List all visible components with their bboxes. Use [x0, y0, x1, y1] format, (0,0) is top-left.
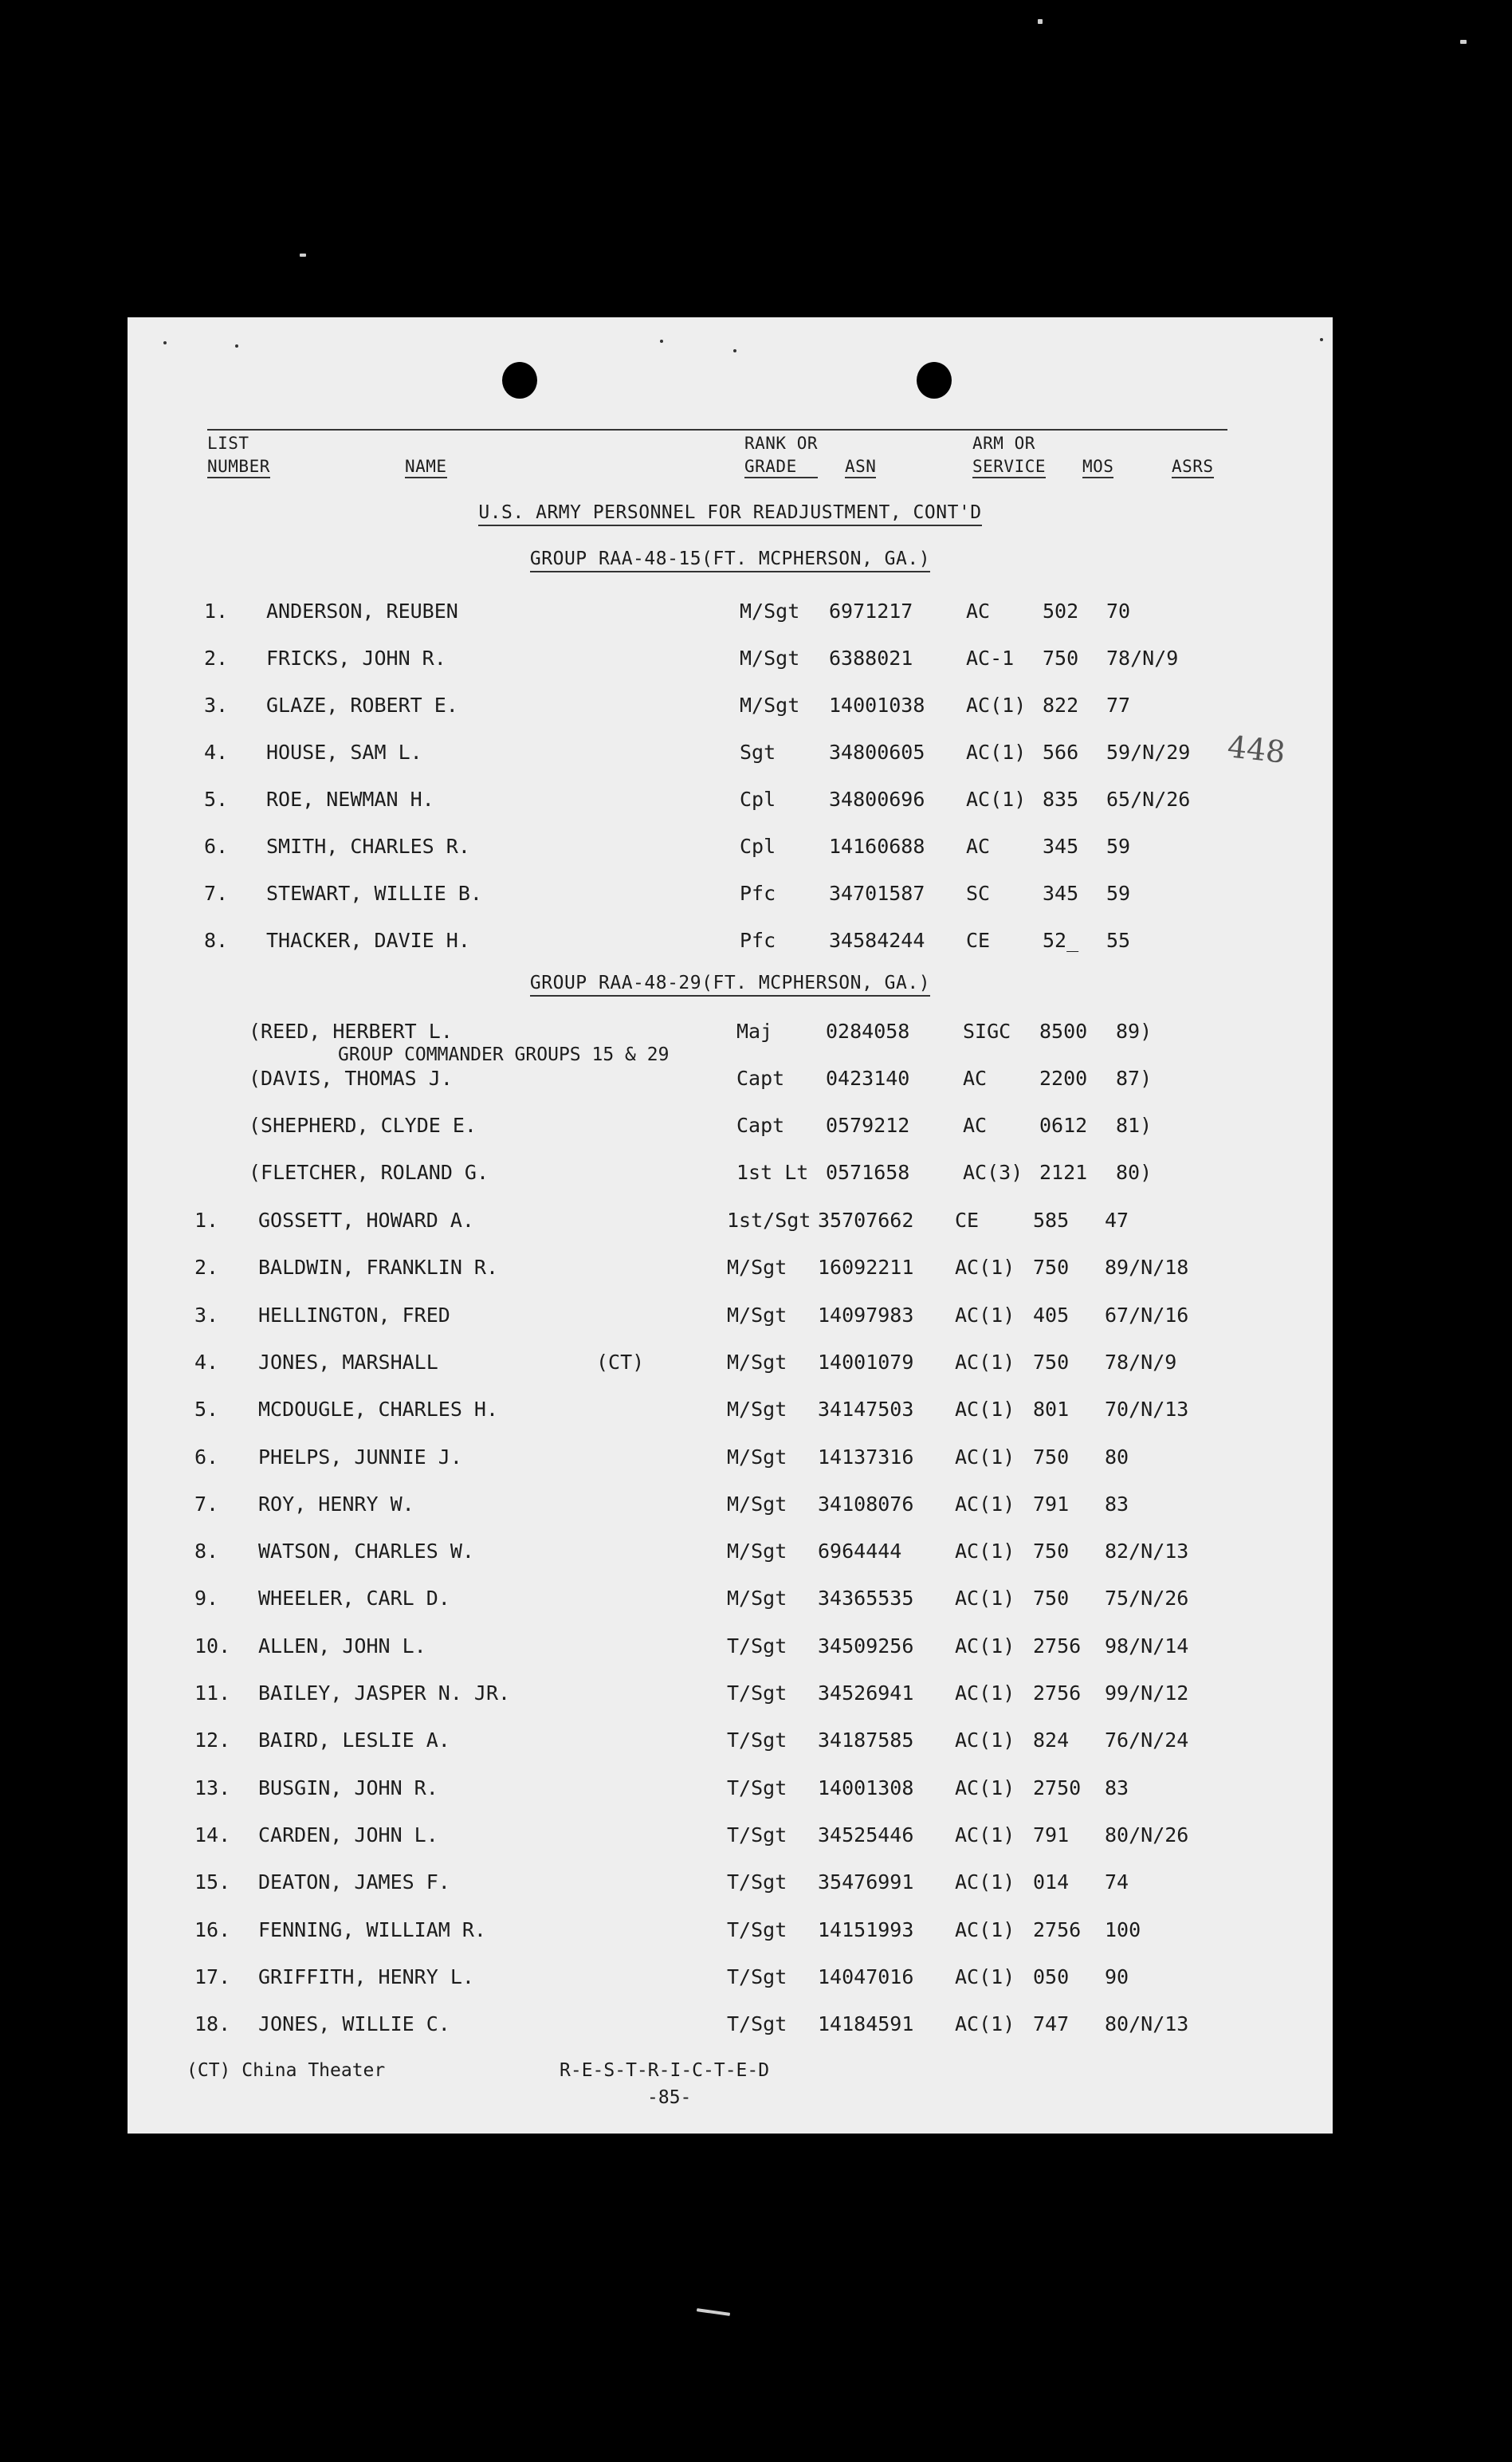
document-page: [128, 317, 1333, 2134]
person-name: BAIRD, LESLIE A.: [258, 1729, 450, 1752]
person-name: (SHEPHERD, CLYDE E.: [249, 1114, 477, 1137]
asn: 34108076: [818, 1492, 914, 1516]
paper-mark: [163, 341, 167, 344]
arm-service: CE: [966, 929, 991, 952]
punch-hole-right: [917, 362, 952, 399]
arm-service: AC: [963, 1067, 988, 1090]
footer-page-number: -85-: [647, 2087, 692, 2108]
asrs: 83: [1105, 1776, 1129, 1799]
asn: 34187585: [818, 1729, 914, 1752]
mos: 824: [1033, 1729, 1070, 1752]
officer-row: [128, 1067, 1333, 1095]
asn: 35707662: [818, 1209, 914, 1232]
asn: 14160688: [829, 835, 925, 858]
table-row: [128, 1587, 1333, 1615]
asn: 6388021: [829, 647, 913, 670]
mos: 52_: [1043, 929, 1079, 952]
person-name: HELLINGTON, FRED: [258, 1303, 450, 1327]
asn: 6964444: [818, 1540, 902, 1563]
person-name: STEWART, WILLIE B.: [266, 882, 482, 905]
table-row: [128, 1351, 1333, 1379]
list-number: 2.: [194, 1256, 219, 1280]
list-number: 3.: [194, 1303, 219, 1327]
asn: 0423140: [826, 1067, 910, 1090]
asrs: 80/N/26: [1105, 1823, 1189, 1846]
mos: 750: [1033, 1587, 1070, 1611]
arm-service: AC(1): [966, 788, 1027, 811]
table-row: [128, 1634, 1333, 1663]
mos: 2200: [1039, 1067, 1088, 1090]
list-number: 6.: [194, 1445, 219, 1469]
mos: 345: [1043, 835, 1079, 858]
list-number: 9.: [194, 1587, 219, 1611]
arm-service: AC: [966, 835, 991, 858]
mos: 822: [1043, 694, 1079, 717]
rank-grade: M/Sgt: [740, 694, 800, 717]
mos: 405: [1033, 1303, 1070, 1327]
group-commander-note: GROUP COMMANDER GROUPS 15 & 29: [338, 1044, 670, 1065]
mos: 791: [1033, 1823, 1070, 1846]
mos: 050: [1033, 1964, 1070, 1988]
table-row: [128, 600, 1333, 628]
rank-grade: T/Sgt: [727, 1681, 787, 1705]
person-name: ROE, NEWMAN H.: [266, 788, 434, 811]
table-row: [128, 741, 1333, 769]
table-row: [128, 2012, 1333, 2041]
rank-grade: Cpl: [740, 788, 776, 811]
group-1-title: GROUP RAA-48-15(FT. MCPHERSON, GA.): [128, 549, 1333, 569]
asrs: 98/N/14: [1105, 1634, 1189, 1658]
mos: 750: [1033, 1540, 1070, 1563]
rank-grade: T/Sgt: [727, 1917, 787, 1941]
asn: 34509256: [818, 1634, 914, 1658]
person-name: JONES, MARSHALL: [258, 1350, 438, 1374]
asn: 14184591: [818, 2012, 914, 2036]
rank-grade: M/Sgt: [740, 647, 800, 670]
mos: 0612: [1039, 1114, 1088, 1137]
person-name: GOSSETT, HOWARD A.: [258, 1209, 474, 1232]
mos: 750: [1033, 1445, 1070, 1469]
list-number: 13.: [194, 1776, 231, 1799]
table-row: [128, 788, 1333, 816]
arm-service: AC(3): [963, 1161, 1023, 1184]
person-name: WATSON, CHARLES W.: [258, 1540, 474, 1563]
table-row: [128, 1870, 1333, 1899]
table-row: [128, 694, 1333, 722]
arm-service: SIGC: [963, 1020, 1011, 1043]
table-row: [128, 647, 1333, 675]
arm-service: SC: [966, 882, 991, 905]
list-number: 1.: [204, 600, 229, 623]
arm-service: AC(1): [955, 1823, 1015, 1846]
mos: 502: [1043, 600, 1079, 623]
asrs: 74: [1105, 1870, 1129, 1894]
list-number: 2.: [204, 647, 229, 670]
person-name: GLAZE, ROBERT E.: [266, 694, 458, 717]
rank-grade: M/Sgt: [727, 1587, 787, 1611]
header-asn: ASN: [845, 458, 876, 478]
mos: 750: [1033, 1350, 1070, 1374]
asrs: 80: [1105, 1445, 1129, 1469]
rank-grade: Capt: [736, 1114, 785, 1137]
list-number: 1.: [194, 1209, 219, 1232]
mos: 345: [1043, 882, 1079, 905]
asrs: 59: [1106, 835, 1131, 858]
footer-note: (CT) China Theater: [187, 2060, 386, 2081]
film-speck: [1460, 40, 1467, 44]
arm-service: AC(1): [955, 1870, 1015, 1894]
asrs: 59/N/29: [1106, 741, 1191, 764]
person-name: BAILEY, JASPER N. JR.: [258, 1681, 511, 1705]
mos: 801: [1033, 1398, 1070, 1422]
footer-classification: R-E-S-T-R-I-C-T-E-D: [560, 2060, 770, 2081]
person-name: FENNING, WILLIAM R.: [258, 1917, 486, 1941]
mos: 2756: [1033, 1681, 1082, 1705]
person-name: (REED, HERBERT L.: [249, 1020, 453, 1043]
list-number: 10.: [194, 1634, 231, 1658]
punch-hole-left: [502, 362, 537, 399]
table-row: [128, 1965, 1333, 1994]
asn: 14047016: [818, 1964, 914, 1988]
asrs: 99/N/12: [1105, 1681, 1189, 1705]
rank-grade: T/Sgt: [727, 1729, 787, 1752]
rank-grade: Maj: [736, 1020, 773, 1043]
rank-grade: M/Sgt: [727, 1303, 787, 1327]
asrs: 90: [1105, 1964, 1129, 1988]
officer-row: [128, 1020, 1333, 1048]
asn: 35476991: [818, 1870, 914, 1894]
arm-service: AC(1): [955, 1350, 1015, 1374]
paper-mark: [235, 344, 238, 348]
rank-grade: M/Sgt: [727, 1540, 787, 1563]
arm-service: AC(1): [955, 1540, 1015, 1563]
list-number: 11.: [194, 1681, 231, 1705]
rank-grade: Cpl: [740, 835, 776, 858]
asrs: 80): [1116, 1161, 1153, 1184]
header-name: NAME: [405, 458, 447, 478]
person-name: JONES, WILLIE C.: [258, 2012, 450, 2036]
header-arm: ARM OR SERVICE: [972, 435, 1046, 478]
rank-grade: M/Sgt: [740, 600, 800, 623]
asrs: 100: [1105, 1917, 1141, 1941]
header-top-rule: [207, 429, 1227, 431]
film-speck: [300, 254, 306, 257]
asn: 34800605: [829, 741, 925, 764]
arm-service: AC(1): [955, 1776, 1015, 1799]
asrs: 59: [1106, 882, 1131, 905]
asrs: 67/N/16: [1105, 1303, 1189, 1327]
mos: 747: [1033, 2012, 1070, 2036]
asrs: 80/N/13: [1105, 2012, 1189, 2036]
asrs: 75/N/26: [1105, 1587, 1189, 1611]
rank-grade: 1st/Sgt: [727, 1209, 811, 1232]
rank-grade: M/Sgt: [727, 1256, 787, 1280]
table-row: [128, 1256, 1333, 1284]
table-row: [128, 1918, 1333, 1947]
table-row: [128, 1776, 1333, 1805]
paper-mark: [733, 349, 736, 352]
asrs: 87): [1116, 1067, 1153, 1090]
arm-service: AC(1): [955, 2012, 1015, 2036]
officer-row: [128, 1161, 1333, 1190]
list-number: 8.: [194, 1540, 219, 1563]
table-row: [128, 1445, 1333, 1474]
list-number: 7.: [194, 1492, 219, 1516]
list-number: 12.: [194, 1729, 231, 1752]
rank-grade: M/Sgt: [727, 1492, 787, 1516]
list-number: 4.: [194, 1350, 219, 1374]
film-speck: [1038, 19, 1043, 24]
arm-service: AC(1): [955, 1445, 1015, 1469]
asn: 0571658: [826, 1161, 910, 1184]
handwritten-page-number: 448: [1225, 729, 1287, 770]
asn: 34584244: [829, 929, 925, 952]
asn: 34526941: [818, 1681, 914, 1705]
asn: 34701587: [829, 882, 925, 905]
rank-grade: M/Sgt: [727, 1398, 787, 1422]
list-number: 18.: [194, 2012, 231, 2036]
asn: 34147503: [818, 1398, 914, 1422]
list-number: 16.: [194, 1917, 231, 1941]
table-row: [128, 1493, 1333, 1521]
asrs: 78/N/9: [1105, 1350, 1177, 1374]
arm-service: AC: [963, 1114, 988, 1137]
person-name: WHEELER, CARL D.: [258, 1587, 450, 1611]
rank-grade: T/Sgt: [727, 1823, 787, 1846]
asrs: 65/N/26: [1106, 788, 1191, 811]
header-list-number: LIST NUMBER: [207, 435, 270, 478]
table-row: [128, 882, 1333, 910]
theater-tag: (CT): [596, 1350, 645, 1374]
list-number: 17.: [194, 1964, 231, 1988]
arm-service: AC(1): [955, 1917, 1015, 1941]
asn: 0284058: [826, 1020, 910, 1043]
rank-grade: 1st Lt: [736, 1161, 809, 1184]
person-name: (DAVIS, THOMAS J.: [249, 1067, 453, 1090]
person-name: HOUSE, SAM L.: [266, 741, 422, 764]
rank-grade: Sgt: [740, 741, 776, 764]
asn: 34365535: [818, 1587, 914, 1611]
list-number: 3.: [204, 694, 229, 717]
group-2-title: GROUP RAA-48-29(FT. MCPHERSON, GA.): [128, 973, 1333, 993]
arm-service: AC(1): [955, 1964, 1015, 1988]
rank-grade: T/Sgt: [727, 1776, 787, 1799]
mos: 2750: [1033, 1776, 1082, 1799]
asrs: 83: [1105, 1492, 1129, 1516]
arm-service: AC(1): [955, 1681, 1015, 1705]
arm-service: AC(1): [955, 1303, 1015, 1327]
person-name: FRICKS, JOHN R.: [266, 647, 446, 670]
asn: 6971217: [829, 600, 913, 623]
asrs: 55: [1106, 929, 1131, 952]
asn: 34525446: [818, 1823, 914, 1846]
table-row: [128, 929, 1333, 958]
rank-grade: M/Sgt: [727, 1350, 787, 1374]
mos: 2756: [1033, 1634, 1082, 1658]
arm-service: AC(1): [955, 1256, 1015, 1280]
table-row: [128, 835, 1333, 863]
person-name: (FLETCHER, ROLAND G.: [249, 1161, 489, 1184]
mos: 750: [1033, 1256, 1070, 1280]
asrs: 78/N/9: [1106, 647, 1179, 670]
rank-grade: T/Sgt: [727, 1634, 787, 1658]
person-name: DEATON, JAMES F.: [258, 1870, 450, 1894]
person-name: BUSGIN, JOHN R.: [258, 1776, 438, 1799]
asn: 14151993: [818, 1917, 914, 1941]
table-row: [128, 1209, 1333, 1237]
asrs: 70: [1106, 600, 1131, 623]
person-name: BALDWIN, FRANKLIN R.: [258, 1256, 499, 1280]
person-name: GRIFFITH, HENRY L.: [258, 1964, 474, 1988]
asrs: 89/N/18: [1105, 1256, 1189, 1280]
asrs: 81): [1116, 1114, 1153, 1137]
rank-grade: T/Sgt: [727, 1964, 787, 1988]
list-number: 5.: [204, 788, 229, 811]
mos: 2121: [1039, 1161, 1088, 1184]
arm-service: AC: [966, 600, 991, 623]
list-number: 4.: [204, 741, 229, 764]
rank-grade: M/Sgt: [727, 1445, 787, 1469]
asrs: 82/N/13: [1105, 1540, 1189, 1563]
list-number: 6.: [204, 835, 229, 858]
list-number: 5.: [194, 1398, 219, 1422]
table-row: [128, 1304, 1333, 1332]
asn: 14001308: [818, 1776, 914, 1799]
rank-grade: Pfc: [740, 929, 776, 952]
person-name: SMITH, CHARLES R.: [266, 835, 470, 858]
mos: 2756: [1033, 1917, 1082, 1941]
table-row: [128, 1398, 1333, 1426]
asrs: 47: [1105, 1209, 1129, 1232]
asn: 14097983: [818, 1303, 914, 1327]
table-row: [128, 1681, 1333, 1710]
list-number: 7.: [204, 882, 229, 905]
arm-service: AC(1): [955, 1587, 1015, 1611]
asn: 34800696: [829, 788, 925, 811]
table-row: [128, 1540, 1333, 1568]
person-name: ANDERSON, REUBEN: [266, 600, 458, 623]
mos: 835: [1043, 788, 1079, 811]
asn: 14001038: [829, 694, 925, 717]
asrs: 89): [1116, 1020, 1153, 1043]
asn: 14137316: [818, 1445, 914, 1469]
asrs: 76/N/24: [1105, 1729, 1189, 1752]
person-name: PHELPS, JUNNIE J.: [258, 1445, 462, 1469]
arm-service: AC-1: [966, 647, 1015, 670]
paper-mark: [660, 340, 663, 343]
paper-mark: [1320, 338, 1323, 341]
page-title: U.S. ARMY PERSONNEL FOR READJUSTMENT, CONT'D: [128, 502, 1333, 523]
film-scratch: [697, 2308, 730, 2316]
asrs: 70/N/13: [1105, 1398, 1189, 1422]
mos: 791: [1033, 1492, 1070, 1516]
arm-service: AC(1): [955, 1492, 1015, 1516]
person-name: CARDEN, JOHN L.: [258, 1823, 438, 1846]
list-number: 15.: [194, 1870, 231, 1894]
mos: 014: [1033, 1870, 1070, 1894]
list-number: 8.: [204, 929, 229, 952]
asrs: 77: [1106, 694, 1131, 717]
header-mos: MOS: [1082, 458, 1113, 478]
asn: 14001079: [818, 1350, 914, 1374]
person-name: MCDOUGLE, CHARLES H.: [258, 1398, 499, 1422]
arm-service: AC(1): [955, 1634, 1015, 1658]
arm-service: AC(1): [966, 694, 1027, 717]
header-rank: RANK OR GRADE: [744, 435, 818, 478]
rank-grade: T/Sgt: [727, 1870, 787, 1894]
mos: 585: [1033, 1209, 1070, 1232]
arm-service: AC(1): [966, 741, 1027, 764]
mos: 750: [1043, 647, 1079, 670]
rank-grade: T/Sgt: [727, 2012, 787, 2036]
rank-grade: Capt: [736, 1067, 785, 1090]
mos: 8500: [1039, 1020, 1088, 1043]
rank-grade: Pfc: [740, 882, 776, 905]
asn: 0579212: [826, 1114, 910, 1137]
person-name: ROY, HENRY W.: [258, 1492, 414, 1516]
arm-service: AC(1): [955, 1729, 1015, 1752]
officer-row: [128, 1114, 1333, 1143]
arm-service: AC(1): [955, 1398, 1015, 1422]
person-name: ALLEN, JOHN L.: [258, 1634, 426, 1658]
table-row: [128, 1729, 1333, 1757]
person-name: THACKER, DAVIE H.: [266, 929, 470, 952]
asn: 16092211: [818, 1256, 914, 1280]
mos: 566: [1043, 741, 1079, 764]
header-asrs: ASRS: [1172, 458, 1214, 478]
list-number: 14.: [194, 1823, 231, 1846]
table-row: [128, 1823, 1333, 1852]
arm-service: CE: [955, 1209, 980, 1232]
